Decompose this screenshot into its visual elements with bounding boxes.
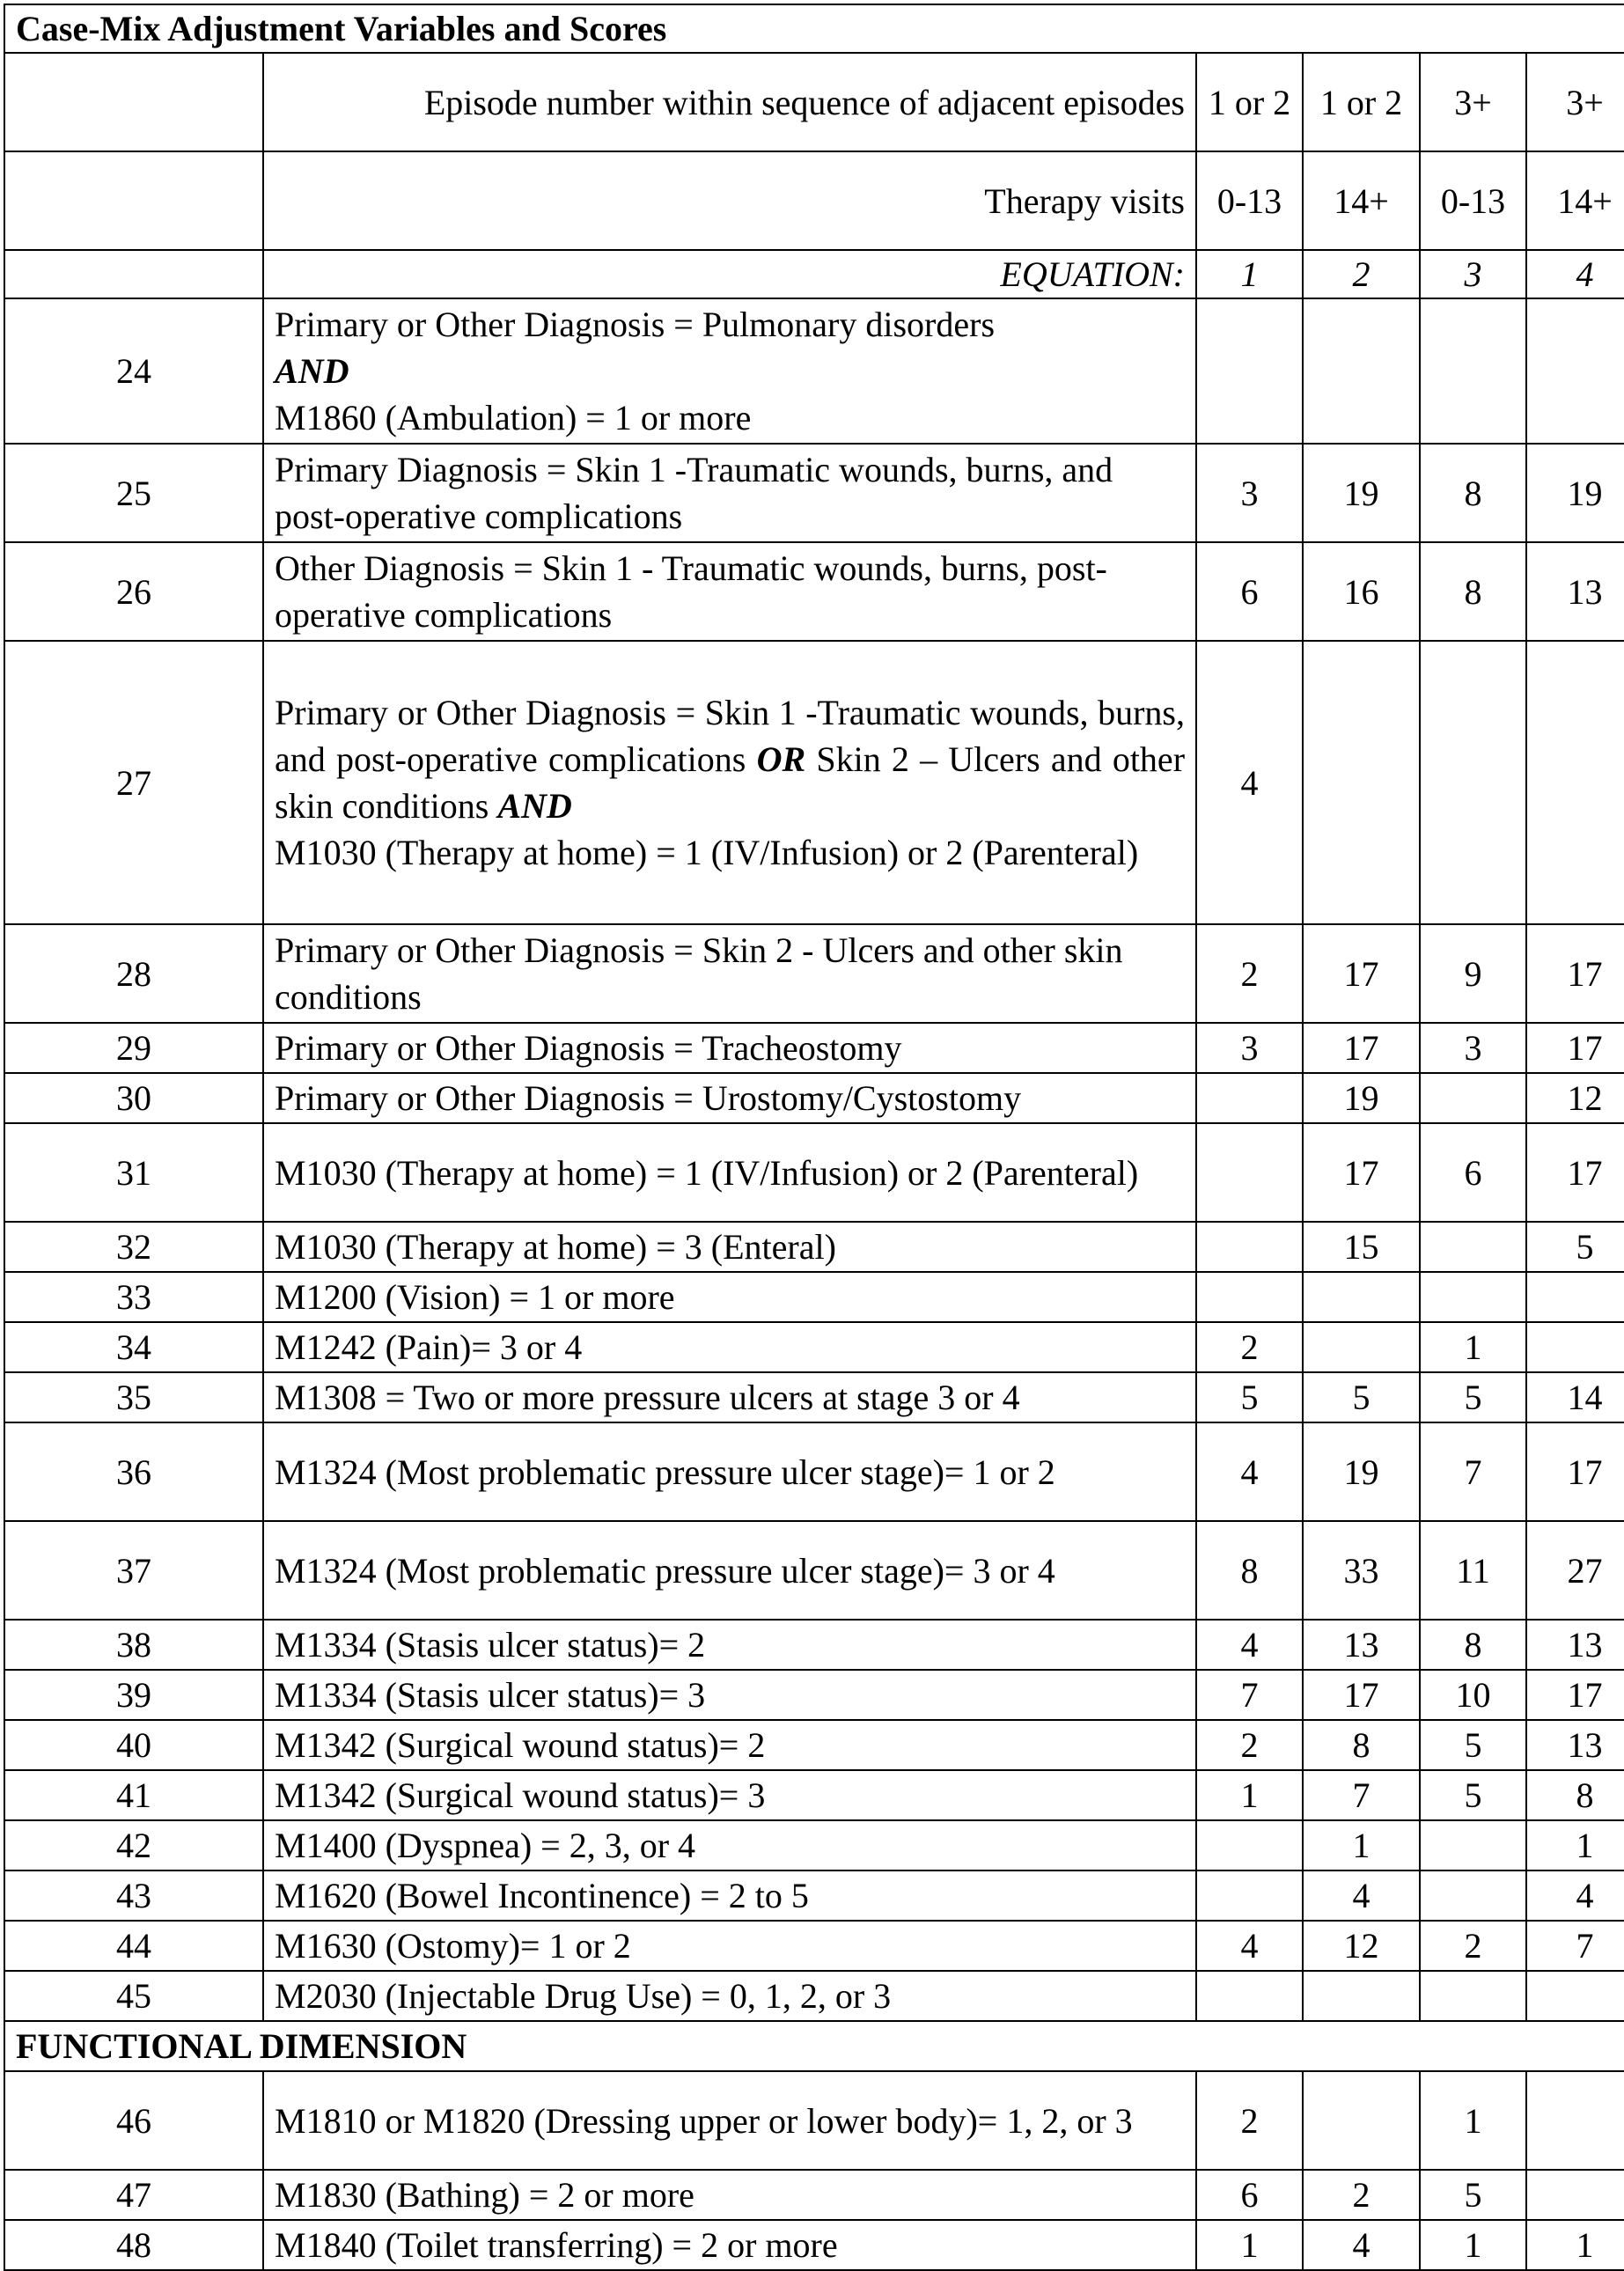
score-cell: 15 — [1303, 1222, 1420, 1272]
score-cell: 17 — [1526, 1123, 1624, 1222]
therapy-value: 0-13 — [1420, 151, 1526, 250]
row-description: Primary Diagnosis = Skin 1 -Traumatic wounds, burns, and post-operative complications — [263, 444, 1196, 542]
row-number: 24 — [4, 298, 263, 444]
desc-line: M1860 (Ambulation) = 1 or more — [275, 398, 752, 437]
score-cell — [1303, 1322, 1420, 1372]
score-cell: 13 — [1526, 542, 1624, 641]
table-row — [4, 1322, 1624, 1372]
row-description: M2030 (Injectable Drug Use) = 0, 1, 2, or 3 — [263, 1971, 1196, 2021]
score-cell — [1420, 1073, 1526, 1123]
row-number: 37 — [4, 1521, 263, 1620]
row-description: M1324 (Most problematic pressure ulcer stage)= 3 or 4 — [263, 1521, 1196, 1620]
row-description: Other Diagnosis = Skin 1 - Traumatic wounds, burns, post-operative complications — [263, 542, 1196, 641]
score-cell — [1196, 298, 1303, 444]
row-number: 44 — [4, 1921, 263, 1971]
header-blank-cell — [4, 151, 263, 250]
score-cell: 1 — [1303, 1820, 1420, 1870]
table-row — [4, 1372, 1624, 1422]
table-row — [4, 1770, 1624, 1820]
score-cell — [1420, 1971, 1526, 2021]
score-cell: 1 — [1420, 1322, 1526, 1372]
row-description: M1200 (Vision) = 1 or more — [263, 1272, 1196, 1322]
equation-value: 2 — [1303, 250, 1420, 298]
score-cell: 7 — [1420, 1422, 1526, 1521]
score-cell — [1420, 1272, 1526, 1322]
score-cell: 12 — [1303, 1921, 1420, 1971]
row-description: M1342 (Surgical wound status)= 3 — [263, 1770, 1196, 1820]
score-cell: 17 — [1526, 1422, 1624, 1521]
row-number: 45 — [4, 1971, 263, 2021]
score-cell: 4 — [1196, 1921, 1303, 1971]
score-cell — [1196, 1123, 1303, 1222]
score-cell: 5 — [1420, 2170, 1526, 2220]
row-description — [263, 641, 1196, 924]
score-cell: 2 — [1196, 924, 1303, 1023]
row-number: 35 — [4, 1372, 263, 1422]
row-number: 46 — [4, 2071, 263, 2170]
score-cell — [1303, 2071, 1420, 2170]
score-cell: 1 — [1526, 1820, 1624, 1870]
score-cell: 4 — [1196, 641, 1303, 924]
row-description: Primary or Other Diagnosis = Urostomy/Cystostomy — [263, 1073, 1196, 1123]
score-cell: 1 — [1196, 2220, 1303, 2270]
case-mix-table — [4, 4, 1624, 2271]
score-cell: 16 — [1303, 542, 1420, 641]
row-number: 43 — [4, 1870, 263, 1921]
logic-keyword: OR — [756, 739, 806, 779]
score-cell: 6 — [1420, 1123, 1526, 1222]
header-blank-cell — [4, 53, 263, 151]
score-cell: 5 — [1303, 1372, 1420, 1422]
table-row — [4, 1521, 1624, 1620]
score-cell — [1303, 1272, 1420, 1322]
therapy-value: 0-13 — [1196, 151, 1303, 250]
score-cell: 10 — [1420, 1670, 1526, 1720]
score-cell: 2 — [1303, 2170, 1420, 2220]
score-cell — [1196, 1870, 1303, 1921]
episode-label: Episode number within sequence of adjacent episodes — [263, 53, 1196, 151]
equation-value: 3 — [1420, 250, 1526, 298]
episode-value: 1 or 2 — [1196, 53, 1303, 151]
score-cell: 2 — [1196, 1322, 1303, 1372]
logic-keyword: AND — [497, 786, 572, 826]
logic-keyword: AND — [275, 351, 349, 391]
desc-part: M1030 (Therapy at home) = 1 (IV/Infusion) or 2 (Parenteral) — [275, 833, 1139, 872]
score-cell: 7 — [1303, 1770, 1420, 1820]
score-cell: 12 — [1526, 1073, 1624, 1123]
score-cell: 8 — [1420, 542, 1526, 641]
row-number: 26 — [4, 542, 263, 641]
equation-label: EQUATION: — [263, 250, 1196, 298]
score-cell — [1526, 2170, 1624, 2220]
score-cell: 11 — [1420, 1521, 1526, 1620]
score-cell: 5 — [1420, 1720, 1526, 1770]
score-cell — [1303, 1971, 1420, 2021]
row-description: M1030 (Therapy at home) = 3 (Enteral) — [263, 1222, 1196, 1272]
score-cell: 8 — [1526, 1770, 1624, 1820]
row-number: 25 — [4, 444, 263, 542]
score-cell: 13 — [1526, 1720, 1624, 1770]
row-number: 27 — [4, 641, 263, 924]
score-cell: 17 — [1303, 1023, 1420, 1073]
score-cell: 19 — [1526, 444, 1624, 542]
score-cell — [1526, 298, 1624, 444]
score-cell: 19 — [1303, 1073, 1420, 1123]
row-description: M1630 (Ostomy)= 1 or 2 — [263, 1921, 1196, 1971]
score-cell: 2 — [1420, 1921, 1526, 1971]
row-number: 42 — [4, 1820, 263, 1870]
row-description: M1030 (Therapy at home) = 1 (IV/Infusion) or 2 (Parenteral) — [263, 1123, 1196, 1222]
therapy-value: 14+ — [1303, 151, 1420, 250]
table-row — [4, 641, 1624, 924]
episode-value: 3+ — [1526, 53, 1624, 151]
row-description — [263, 298, 1196, 444]
table-row — [4, 924, 1624, 1023]
row-number: 48 — [4, 2220, 263, 2270]
row-description: M1324 (Most problematic pressure ulcer stage)= 1 or 2 — [263, 1422, 1196, 1521]
score-cell: 5 — [1526, 1222, 1624, 1272]
desc-part: Primary or Other Diagnosis = Skin 1 -Traumatic wounds, burns, and post-operative complications — [275, 693, 1185, 779]
score-cell: 3 — [1196, 444, 1303, 542]
score-cell: 7 — [1526, 1921, 1624, 1971]
episode-value: 3+ — [1420, 53, 1526, 151]
score-cell: 14 — [1526, 1372, 1624, 1422]
score-cell: 5 — [1420, 1770, 1526, 1820]
table-row — [4, 2170, 1624, 2220]
row-number: 40 — [4, 1720, 263, 1770]
row-description: M1242 (Pain)= 3 or 4 — [263, 1322, 1196, 1372]
score-cell: 4 — [1196, 1620, 1303, 1670]
row-number: 30 — [4, 1073, 263, 1123]
score-cell: 17 — [1303, 924, 1420, 1023]
desc-line: Primary or Other Diagnosis = Pulmonary disorders — [275, 305, 996, 344]
table-row — [4, 1272, 1624, 1322]
episode-value: 1 or 2 — [1303, 53, 1420, 151]
row-number: 36 — [4, 1422, 263, 1521]
section-title-functional: FUNCTIONAL DIMENSION — [4, 2021, 1624, 2071]
row-description: M1830 (Bathing) = 2 or more — [263, 2170, 1196, 2220]
score-cell: 1 — [1196, 1770, 1303, 1820]
row-number: 31 — [4, 1123, 263, 1222]
table-row — [4, 1820, 1624, 1870]
table-title-row — [4, 4, 1624, 53]
score-cell: 5 — [1420, 1372, 1526, 1422]
table-row — [4, 1620, 1624, 1670]
row-description: M1334 (Stasis ulcer status)= 2 — [263, 1620, 1196, 1670]
score-cell — [1420, 641, 1526, 924]
score-cell: 4 — [1196, 1422, 1303, 1521]
score-cell: 17 — [1526, 1023, 1624, 1073]
table-row — [4, 1870, 1624, 1921]
row-number: 33 — [4, 1272, 263, 1322]
equation-value: 4 — [1526, 250, 1624, 298]
equation-value: 1 — [1196, 250, 1303, 298]
table-title: Case-Mix Adjustment Variables and Scores — [4, 4, 1624, 53]
row-number: 47 — [4, 2170, 263, 2220]
score-cell: 8 — [1303, 1720, 1420, 1770]
score-cell: 2 — [1196, 1720, 1303, 1770]
score-cell: 1 — [1420, 2220, 1526, 2270]
row-number: 38 — [4, 1620, 263, 1670]
row-description: M1840 (Toilet transferring) = 2 or more — [263, 2220, 1196, 2270]
therapy-value: 14+ — [1526, 151, 1624, 250]
row-description: M1400 (Dyspnea) = 2, 3, or 4 — [263, 1820, 1196, 1870]
score-cell: 4 — [1303, 2220, 1420, 2270]
table-row — [4, 2071, 1624, 2170]
score-cell: 17 — [1303, 1123, 1420, 1222]
header-row-equation — [4, 250, 1624, 298]
header-row-episode — [4, 53, 1624, 151]
row-description: Primary or Other Diagnosis = Skin 2 - Ulcers and other skin conditions — [263, 924, 1196, 1023]
score-cell: 6 — [1196, 542, 1303, 641]
score-cell — [1196, 1971, 1303, 2021]
table-row — [4, 1971, 1624, 2021]
score-cell: 33 — [1303, 1521, 1420, 1620]
row-description: M1342 (Surgical wound status)= 2 — [263, 1720, 1196, 1770]
score-cell: 9 — [1420, 924, 1526, 1023]
score-cell — [1196, 1820, 1303, 1870]
row-number: 32 — [4, 1222, 263, 1272]
score-cell: 17 — [1526, 1670, 1624, 1720]
header-blank-cell — [4, 250, 263, 298]
header-row-therapy — [4, 151, 1624, 250]
score-cell — [1303, 298, 1420, 444]
score-cell — [1526, 1322, 1624, 1372]
score-cell: 8 — [1420, 444, 1526, 542]
section-row — [4, 2021, 1624, 2071]
score-cell — [1526, 1971, 1624, 2021]
score-cell: 8 — [1420, 1620, 1526, 1670]
row-number: 28 — [4, 924, 263, 1023]
score-cell: 19 — [1303, 444, 1420, 542]
table-row — [4, 2220, 1624, 2270]
score-cell: 5 — [1196, 1372, 1303, 1422]
table-row — [4, 1123, 1624, 1222]
table-row — [4, 1023, 1624, 1073]
therapy-label: Therapy visits — [263, 151, 1196, 250]
score-cell — [1196, 1222, 1303, 1272]
table-row — [4, 1422, 1624, 1521]
table-row — [4, 444, 1624, 542]
score-cell — [1196, 1272, 1303, 1322]
table-row — [4, 1073, 1624, 1123]
score-cell: 8 — [1196, 1521, 1303, 1620]
row-description: M1620 (Bowel Incontinence) = 2 to 5 — [263, 1870, 1196, 1921]
row-number: 34 — [4, 1322, 263, 1372]
desc-part: Skin 2 – Ulcers and other skin conditions — [275, 739, 1186, 826]
score-cell: 27 — [1526, 1521, 1624, 1620]
score-cell — [1303, 641, 1420, 924]
score-cell: 1 — [1526, 2220, 1624, 2270]
score-cell: 7 — [1196, 1670, 1303, 1720]
score-cell — [1420, 1820, 1526, 1870]
score-cell: 17 — [1303, 1670, 1420, 1720]
row-number: 29 — [4, 1023, 263, 1073]
score-cell: 1 — [1420, 2071, 1526, 2170]
score-cell — [1526, 2071, 1624, 2170]
row-number: 41 — [4, 1770, 263, 1820]
score-cell: 2 — [1196, 2071, 1303, 2170]
table-row — [4, 1222, 1624, 1272]
score-cell: 4 — [1526, 1870, 1624, 1921]
row-description: M1308 = Two or more pressure ulcers at stage 3 or 4 — [263, 1372, 1196, 1422]
score-cell — [1420, 1870, 1526, 1921]
score-cell — [1420, 1222, 1526, 1272]
score-cell: 13 — [1303, 1620, 1420, 1670]
score-cell — [1526, 641, 1624, 924]
score-cell: 3 — [1196, 1023, 1303, 1073]
row-description: Primary or Other Diagnosis = Tracheostomy — [263, 1023, 1196, 1073]
table-row — [4, 542, 1624, 641]
table-row — [4, 298, 1624, 444]
row-number: 39 — [4, 1670, 263, 1720]
score-cell: 6 — [1196, 2170, 1303, 2220]
row-description: M1810 or M1820 (Dressing upper or lower body)= 1, 2, or 3 — [263, 2071, 1196, 2170]
score-cell: 3 — [1420, 1023, 1526, 1073]
score-cell: 4 — [1303, 1870, 1420, 1921]
score-cell — [1420, 298, 1526, 444]
table-row — [4, 1670, 1624, 1720]
table-row — [4, 1921, 1624, 1971]
score-cell — [1526, 1272, 1624, 1322]
table-row — [4, 1720, 1624, 1770]
score-cell: 13 — [1526, 1620, 1624, 1670]
row-description: M1334 (Stasis ulcer status)= 3 — [263, 1670, 1196, 1720]
score-cell — [1196, 1073, 1303, 1123]
score-cell: 17 — [1526, 924, 1624, 1023]
score-cell: 19 — [1303, 1422, 1420, 1521]
